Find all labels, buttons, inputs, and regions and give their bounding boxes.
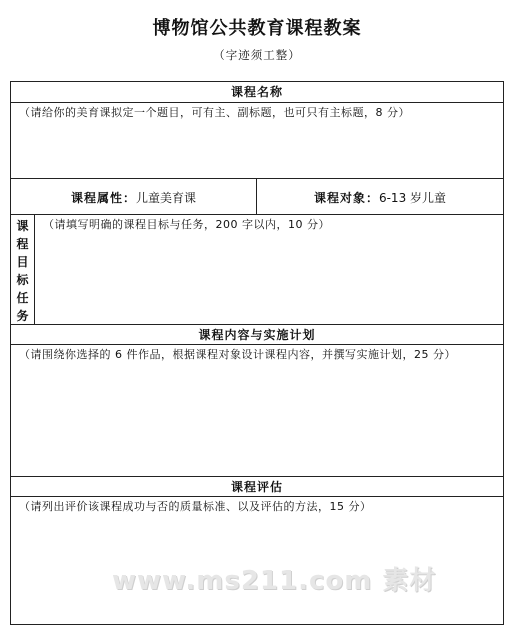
- course-property-cell[interactable]: [11, 179, 257, 215]
- goals-label-char: 标: [16, 273, 29, 287]
- course-evaluation-instruction: （请列出评价该课程成功与否的质量标准、以及评估的方法，15 分）: [19, 500, 372, 513]
- course-plan-header: 课程内容与实施计划: [11, 324, 503, 345]
- course-goals-row: [11, 214, 503, 325]
- course-evaluation-header: 课程评估: [11, 476, 503, 497]
- goals-label-char: 程: [16, 237, 29, 251]
- site-watermark: www.ms211.com 素材: [112, 566, 437, 596]
- goals-label-char: 课: [16, 219, 29, 233]
- course-name-instruction: （请给你的美育课拟定一个题目，可有主、副标题，也可只有主标题，8 分）: [19, 106, 410, 119]
- course-audience-cell[interactable]: [257, 179, 503, 215]
- course-audience-label: 课程对象：: [313, 190, 379, 205]
- course-plan-cell[interactable]: [11, 344, 503, 477]
- course-goals-cell[interactable]: [35, 215, 503, 234]
- course-name-header: 课程名称: [230, 85, 283, 99]
- course-goals-label: [11, 215, 35, 325]
- document-subtitle: （字迹须工整）: [213, 48, 301, 62]
- goals-label-char: 目: [16, 255, 29, 269]
- course-audience-value: 6-13 岁儿童: [378, 190, 447, 205]
- course-attributes-row: [11, 178, 503, 215]
- goals-label-char: 任: [16, 291, 29, 305]
- lesson-plan-form: [10, 81, 504, 625]
- document-title: 博物馆公共教育课程教案: [152, 18, 362, 39]
- course-goals-instruction: （请填写明确的课程目标与任务，200 字以内，10 分）: [43, 218, 330, 231]
- course-property-value: 儿童美育课: [136, 190, 197, 205]
- goals-label-char: 务: [16, 309, 29, 323]
- course-plan-instruction: （请围绕你选择的 6 件作品，根据课程对象设计课程内容，并撰写实施计划，25 分）: [19, 348, 456, 361]
- course-property-label: 课程属性：: [70, 190, 136, 205]
